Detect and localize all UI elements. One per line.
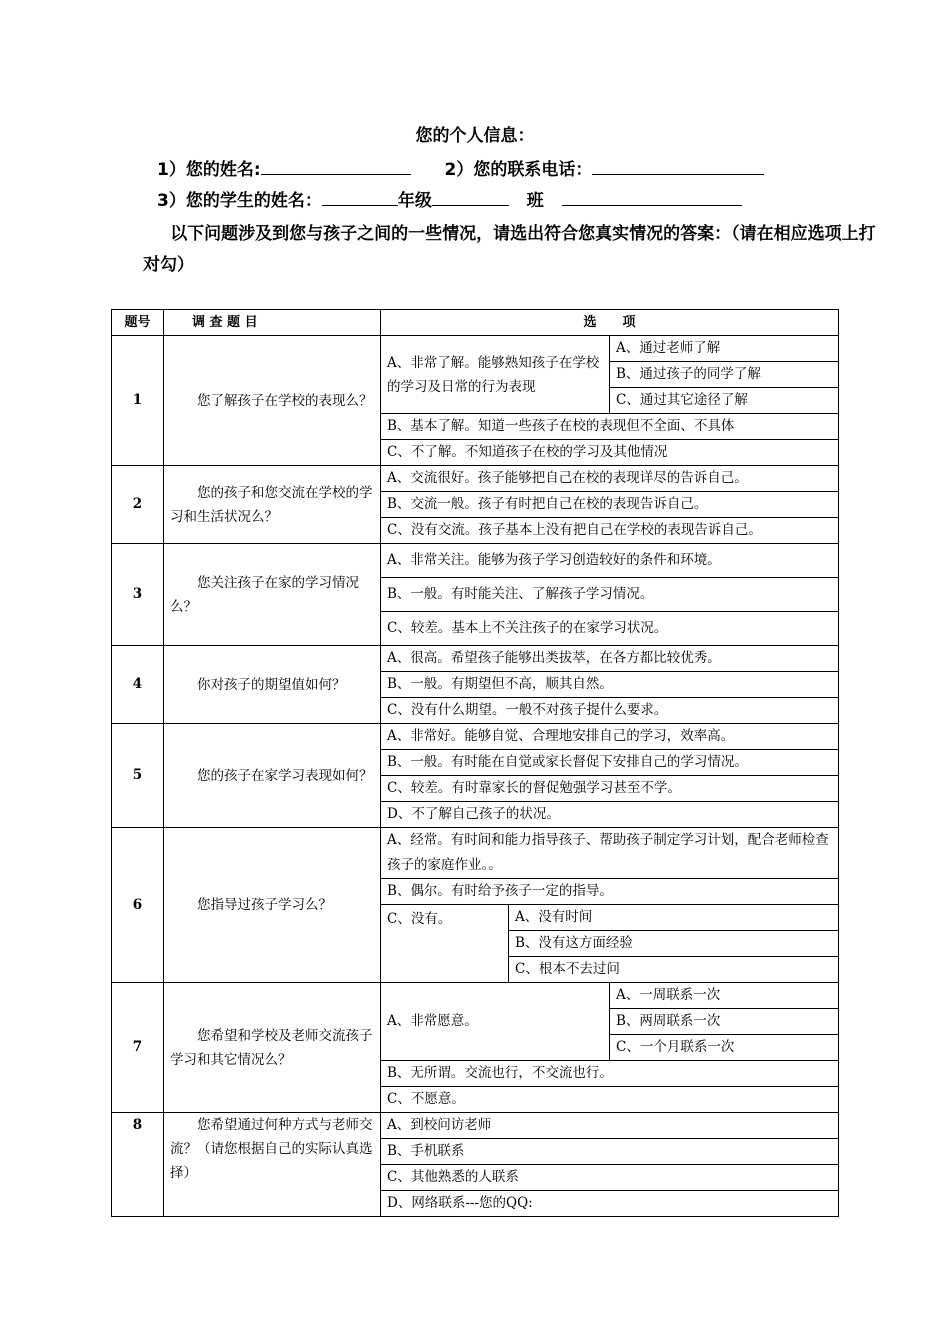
q2-option-b[interactable]: B、交流一般。孩子有时把自己在校的表现告诉自己。 xyxy=(381,492,839,518)
q7-option-a-sub-b[interactable]: B、两周联系一次 xyxy=(610,1009,839,1035)
class-blank[interactable] xyxy=(562,187,742,206)
q1-number: 1 xyxy=(112,336,164,466)
q1-option-c[interactable]: C、不了解。不知道孩子在校的学习及其他情况 xyxy=(381,440,839,466)
q5-option-a[interactable]: A、非常好。能够自觉、合理地安排自己的学习，效率高。 xyxy=(381,724,839,750)
q7-option-a[interactable]: A、非常愿意。 xyxy=(381,983,610,1061)
q6-number: 6 xyxy=(112,828,164,983)
q3-option-b[interactable]: B、一般。有时能关注、了解孩子学习情况。 xyxy=(381,578,839,612)
col-header-question: 调 查 题 目 xyxy=(164,310,381,336)
q2-text: 您的孩子和您交流在学校的学习和生活状况么？ xyxy=(164,466,381,544)
q4-option-b[interactable]: B、一般。有期望但不高，顺其自然。 xyxy=(381,672,839,698)
table-header-row xyxy=(112,310,839,336)
q8-option-b[interactable]: B、手机联系 xyxy=(381,1139,839,1165)
q1-option-a-sub-c[interactable]: C、通过其它途径了解 xyxy=(610,388,839,414)
q1-text: 您了解孩子在学校的表现么？ xyxy=(164,336,381,466)
q3-number: 3 xyxy=(112,544,164,646)
q4-text: 你对孩子的期望值如何？ xyxy=(164,646,381,724)
parent-name-blank[interactable] xyxy=(261,156,411,175)
q4-number: 4 xyxy=(112,646,164,724)
student-name-label: 3）您的学生的姓名： xyxy=(157,191,322,211)
q7-text: 您希望和学校及老师交流孩子学习和其它情况么？ xyxy=(164,983,381,1113)
q5-number: 5 xyxy=(112,724,164,828)
q6-text: 您指导过孩子学习么？ xyxy=(164,828,381,983)
q8-text: 您希望通过何种方式与老师交流？（请您根据自己的实际认真选择） xyxy=(164,1113,381,1217)
q3-option-c[interactable]: C、较差。基本上不关注孩子的在家学习状况。 xyxy=(381,612,839,646)
q1-option-b[interactable]: B、基本了解。知道一些孩子在校的表现但不全面、不具体 xyxy=(381,414,839,440)
q4-option-a[interactable]: A、很高。希望孩子能够出类拔萃，在各方都比较优秀。 xyxy=(381,646,839,672)
q4-option-c[interactable]: C、没有什么期望。一般不对孩子提什么要求。 xyxy=(381,698,839,724)
grade-blank[interactable] xyxy=(432,187,509,206)
q3-text: 您关注孩子在家的学习情况么？ xyxy=(164,544,381,646)
q5-text: 您的孩子在家学习表现如何？ xyxy=(164,724,381,828)
q8-number: 8 xyxy=(112,1113,164,1217)
q7-option-a-sub-c[interactable]: C、一个月联系一次 xyxy=(610,1035,839,1061)
q1-option-a-sub-a[interactable]: A、通过老师了解 xyxy=(610,336,839,362)
q6-option-c-sub-c[interactable]: C、根本不去过问 xyxy=(509,957,839,983)
q6-option-c-sub-b[interactable]: B、没有这方面经验 xyxy=(509,931,839,957)
parent-name-label: 1）您的姓名: xyxy=(157,160,261,180)
q1-option-a-sub-b[interactable]: B、通过孩子的同学了解 xyxy=(610,362,839,388)
q6-option-c-sub-a[interactable]: A、没有时间 xyxy=(509,905,839,931)
q6-option-c[interactable]: C、没有。 xyxy=(381,905,509,983)
q6-option-a[interactable]: A、经常。有时间和能力指导孩子、帮助孩子制定学习计划，配合老师检查孩子的家庭作业。。 xyxy=(381,828,839,879)
q7-option-b[interactable]: B、无所谓。交流也行，不交流也行。 xyxy=(381,1061,839,1087)
instruction-text: 以下问题涉及到您与孩子之间的一些情况，请选出符合您真实情况的答案：（请在相应选项上打对勾） xyxy=(143,224,876,275)
name-line xyxy=(157,156,764,183)
phone-blank[interactable] xyxy=(592,156,764,175)
phone-label: 2）您的联系电话： xyxy=(444,160,593,180)
q8-option-d[interactable]: D、网络联系---您的QQ: xyxy=(381,1191,839,1217)
student-name-blank[interactable] xyxy=(322,187,398,206)
survey-table xyxy=(111,309,839,1217)
student-line xyxy=(157,187,742,214)
page-title: 您的个人信息： xyxy=(415,126,535,146)
q2-option-c[interactable]: C、没有交流。孩子基本上没有把自己在学校的表现告诉自己。 xyxy=(381,518,839,544)
q3-option-a[interactable]: A、非常关注。能够为孩子学习创造较好的条件和环境。 xyxy=(381,544,839,578)
q8-option-c[interactable]: C、其他熟悉的人联系 xyxy=(381,1165,839,1191)
grade-label: 年级 xyxy=(397,191,432,211)
q7-option-c[interactable]: C、不愿意。 xyxy=(381,1087,839,1113)
col-header-options: 选 项 xyxy=(381,310,839,336)
col-header-number: 题号 xyxy=(112,310,164,336)
q1-option-a[interactable]: A、非常了解。能够熟知孩子在学校的学习及日常的行为表现 xyxy=(381,336,610,414)
q5-option-d[interactable]: D、不了解自己孩子的状况。 xyxy=(381,802,839,828)
q2-number: 2 xyxy=(112,466,164,544)
q7-number: 7 xyxy=(112,983,164,1113)
q7-option-a-sub-a[interactable]: A、一周联系一次 xyxy=(610,983,839,1009)
q2-option-a[interactable]: A、交流很好。孩子能够把自己在校的表现详尽的告诉自己。 xyxy=(381,466,839,492)
class-label: 班 xyxy=(526,191,544,211)
q5-option-c[interactable]: C、较差。有时靠家长的督促勉强学习甚至不学。 xyxy=(381,776,839,802)
q5-option-b[interactable]: B、一般。有时能在自觉或家长督促下安排自己的学习情况。 xyxy=(381,750,839,776)
q6-option-b[interactable]: B、偶尔。有时给予孩子一定的指导。 xyxy=(381,879,839,905)
q8-option-a[interactable]: A、到校问访老师 xyxy=(381,1113,839,1139)
